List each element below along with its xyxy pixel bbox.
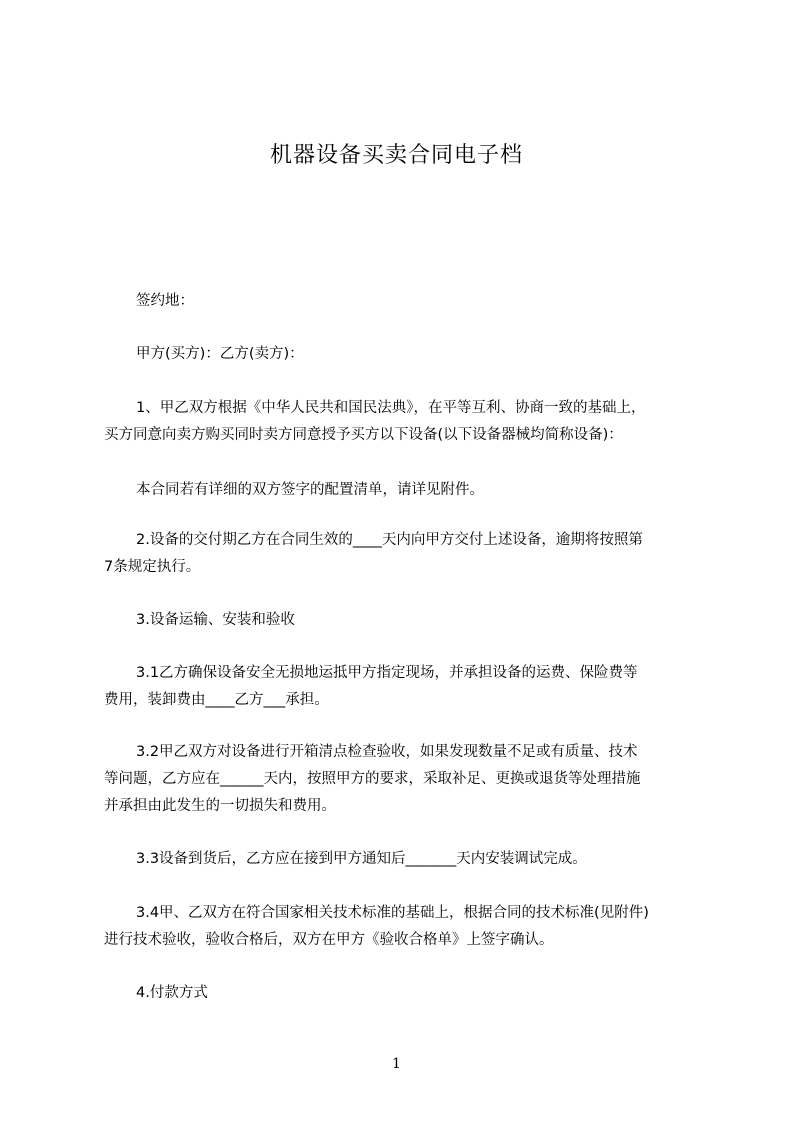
paragraph-line: 进行技术验收，验收合格后，双方在甲方《验收合格单》上签字确认。	[104, 932, 554, 948]
paragraph-line: 费用，装卸费由____乙方___承担。	[104, 692, 329, 708]
paragraph-line: 并承担由此发生的一切损失和费用。	[104, 798, 336, 814]
paragraph-line: 7条规定执行。	[104, 559, 201, 575]
paragraph-line: 等问题，乙方应在______天内，按照甲方的要求，采取补足、更换或退货等处理措施	[104, 771, 641, 787]
paragraph-clause-3-4	[104, 900, 704, 954]
paragraph-line: 3.1乙方确保设备安全无损地运抵甲方指定现场，并承担设备的运费、保险费等	[136, 665, 638, 681]
paragraph-clause-3-1	[104, 660, 704, 714]
page-number: 1	[392, 1056, 401, 1072]
paragraph-parties	[104, 341, 704, 368]
paragraph-line: 1、甲乙双方根据《中华人民共和国民法典》，在平等互利、协商一致的基础上，	[136, 400, 646, 416]
paragraph-clause-3-3	[104, 846, 704, 873]
paragraph-signing-place	[104, 288, 704, 315]
paragraph-line: 3.3设备到货后，乙方应在接到甲方通知后_______天内安装调试完成。	[136, 851, 587, 867]
paragraph-line: 签约地：	[136, 293, 194, 309]
paragraph-line: 甲方(买方)：乙方(卖方)：	[136, 346, 304, 362]
paragraph-line: 2.设备的交付期乙方在合同生效的____天内向甲方交付上述设备，逾期将按照第	[136, 532, 643, 548]
paragraph-clause-4	[104, 980, 704, 1007]
document-title: 机器设备买卖合同电子档	[269, 143, 523, 168]
paragraph-clause-3-2	[104, 739, 704, 820]
paragraph-line: 3.2甲乙双方对设备进行开箱清点检查验收，如果发现数量不足或有质量、技术	[136, 744, 638, 760]
paragraph-clause-3	[104, 607, 704, 634]
paragraph-attachment-note	[104, 477, 704, 504]
paragraph-line: 4.付款方式	[136, 985, 208, 1001]
paragraph-line: 买方同意向卖方购买同时卖方同意授予买方以下设备(以下设备器械均简称设备)：	[104, 427, 623, 443]
paragraph-clause-1	[104, 395, 704, 449]
paragraph-line: 3.设备运输、安装和验收	[136, 612, 295, 628]
paragraph-line: 3.4甲、乙双方在符合国家相关技术标准的基础上，根据合同的技术标准(见附件)	[136, 905, 649, 921]
paragraph-line: 本合同若有详细的双方签字的配置清单，请详见附件。	[136, 482, 484, 498]
paragraph-clause-2	[104, 527, 704, 581]
